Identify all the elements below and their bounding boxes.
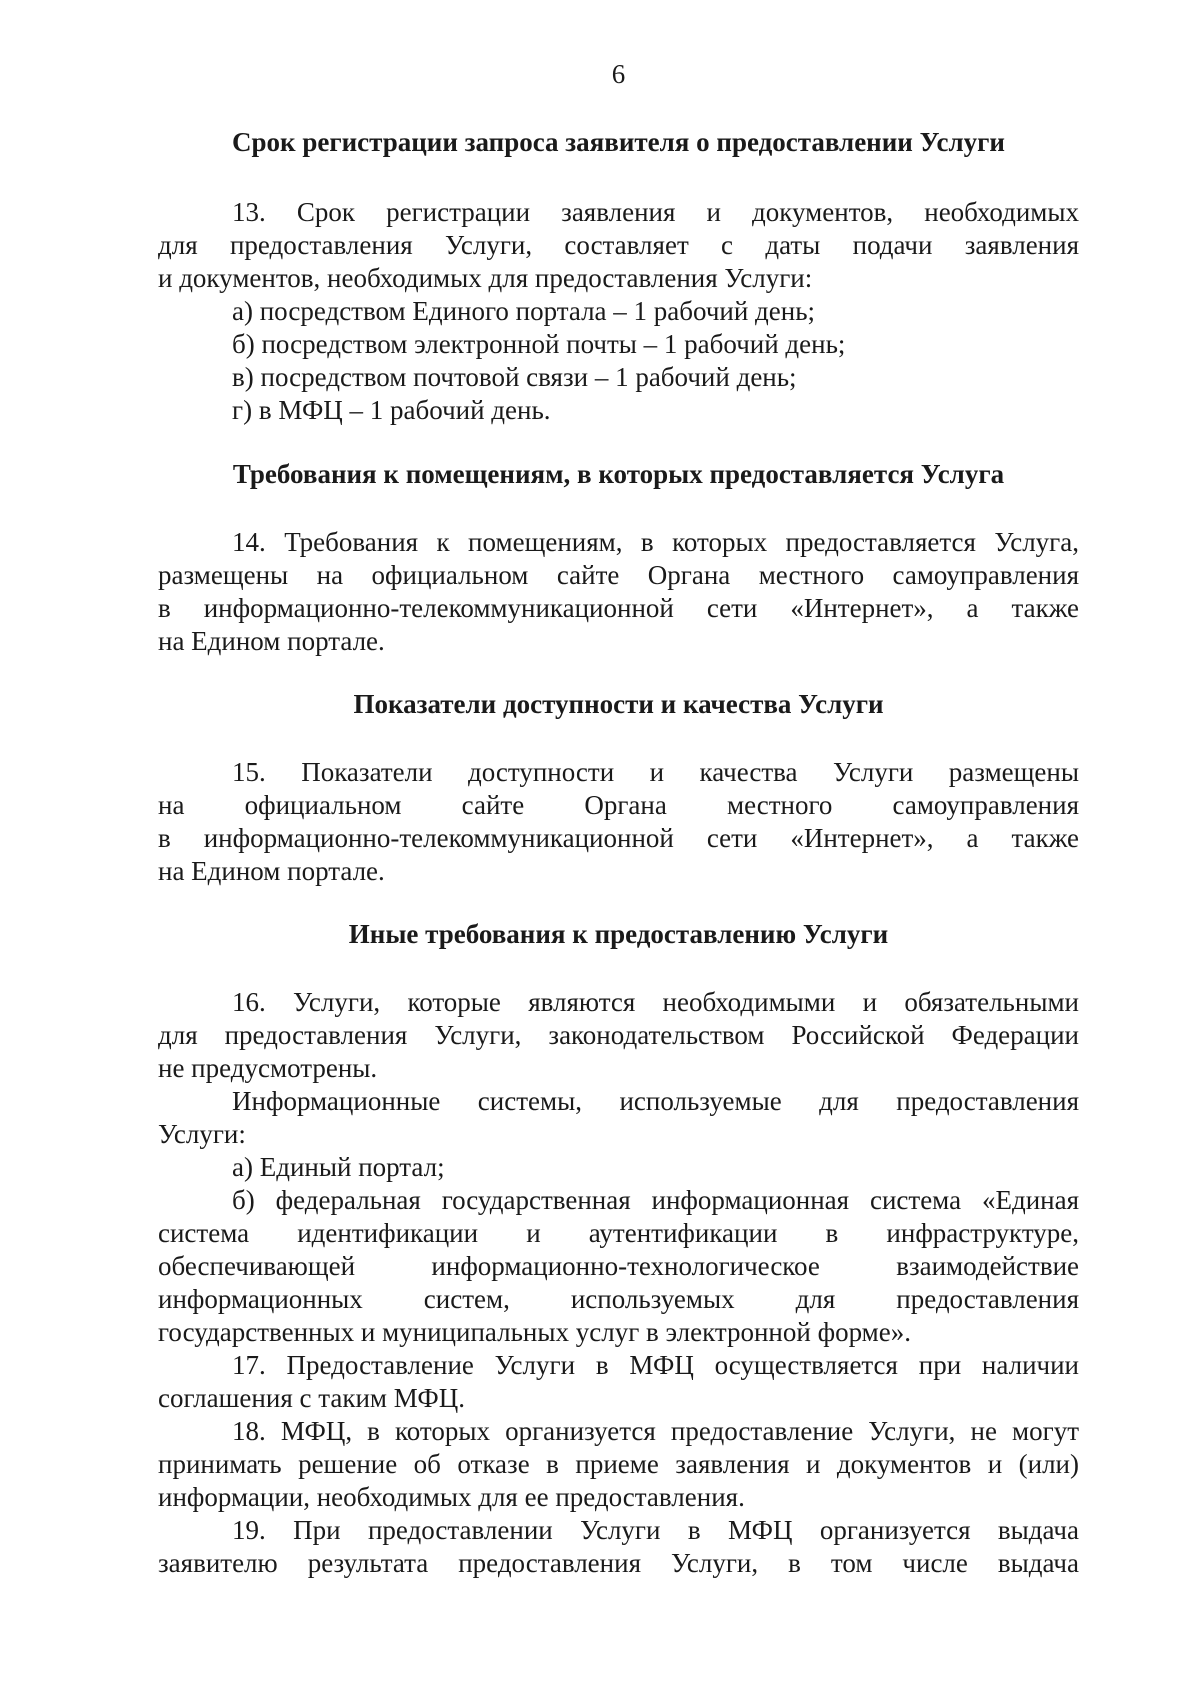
paragraph-line: 14. Требования к помещениям, в которых предоставляется Услуга, <box>232 527 1079 557</box>
paragraph-line: обеспечивающей информационно-технологическое взаимодействие <box>158 1251 1079 1281</box>
paragraph-line: информационных систем, используемых для предоставления <box>158 1284 1079 1314</box>
paragraph-line: 13. Срок регистрации заявления и документов, необходимых <box>232 197 1079 227</box>
section-heading-other-requirements: Иные требования к предоставлению Услуги <box>348 919 889 949</box>
paragraph-line: в информационно-телекоммуникационной сети «Интернет», а также <box>158 823 1079 853</box>
paragraph-line: на Едином портале. <box>158 856 385 886</box>
paragraph-line: для предоставления Услуги, составляет с даты подачи заявления <box>158 230 1079 260</box>
list-item: б) посредством электронной почты – 1 рабочий день; <box>232 329 846 359</box>
section-heading-accessibility: Показатели доступности и качества Услуги <box>353 689 884 719</box>
paragraph-line: заявителю результата предоставления Услуги, в том числе выдача <box>158 1548 1079 1578</box>
paragraph-line: Информационные системы, используемые для предоставления <box>232 1086 1079 1116</box>
paragraph-line: для предоставления Услуги, законодательством Российской Федерации <box>158 1020 1079 1050</box>
section-heading-premises: Требования к помещениям, в которых предоставляется Услуга <box>232 459 1005 489</box>
list-item: г) в МФЦ – 1 рабочий день. <box>232 395 551 425</box>
paragraph-line: 19. При предоставлении Услуги в МФЦ организуется выдача <box>232 1515 1079 1545</box>
paragraph-line: в информационно-телекоммуникационной сети «Интернет», а также <box>158 593 1079 623</box>
list-item: б) федеральная государственная информационная система «Единая <box>232 1185 1079 1215</box>
paragraph-line: и документов, необходимых для предоставления Услуги: <box>158 263 813 293</box>
paragraph-line: 18. МФЦ, в которых организуется предоставление Услуги, не могут <box>232 1416 1079 1446</box>
paragraph-line: государственных и муниципальных услуг в электронной форме». <box>158 1317 911 1347</box>
paragraph-line: информации, необходимых для ее предоставления. <box>158 1482 745 1512</box>
paragraph-line: размещены на официальном сайте Органа местного самоуправления <box>158 560 1079 590</box>
paragraph-line: на Едином портале. <box>158 626 385 656</box>
section-heading-registration-term: Срок регистрации запроса заявителя о предоставлении Услуги <box>232 127 1005 157</box>
paragraph-line: 15. Показатели доступности и качества Услуги размещены <box>232 757 1079 787</box>
paragraph-line: система идентификации и аутентификации в инфраструктуре, <box>158 1218 1079 1248</box>
list-item: а) Единый портал; <box>232 1152 445 1182</box>
paragraph-line: принимать решение об отказе в приеме заявления и документов и (или) <box>158 1449 1079 1479</box>
list-item: а) посредством Единого портала – 1 рабочий день; <box>232 296 816 326</box>
paragraph-line: соглашения с таким МФЦ. <box>158 1383 465 1413</box>
paragraph-line: 16. Услуги, которые являются необходимыми и обязательными <box>232 987 1079 1017</box>
paragraph-line: 17. Предоставление Услуги в МФЦ осуществляется при наличии <box>232 1350 1079 1380</box>
page-number: 6 <box>611 59 626 89</box>
list-item: в) посредством почтовой связи – 1 рабочий день; <box>232 362 797 392</box>
paragraph-line: не предусмотрены. <box>158 1053 378 1083</box>
paragraph-line: на официальном сайте Органа местного самоуправления <box>158 790 1079 820</box>
paragraph-line: Услуги: <box>158 1119 246 1149</box>
